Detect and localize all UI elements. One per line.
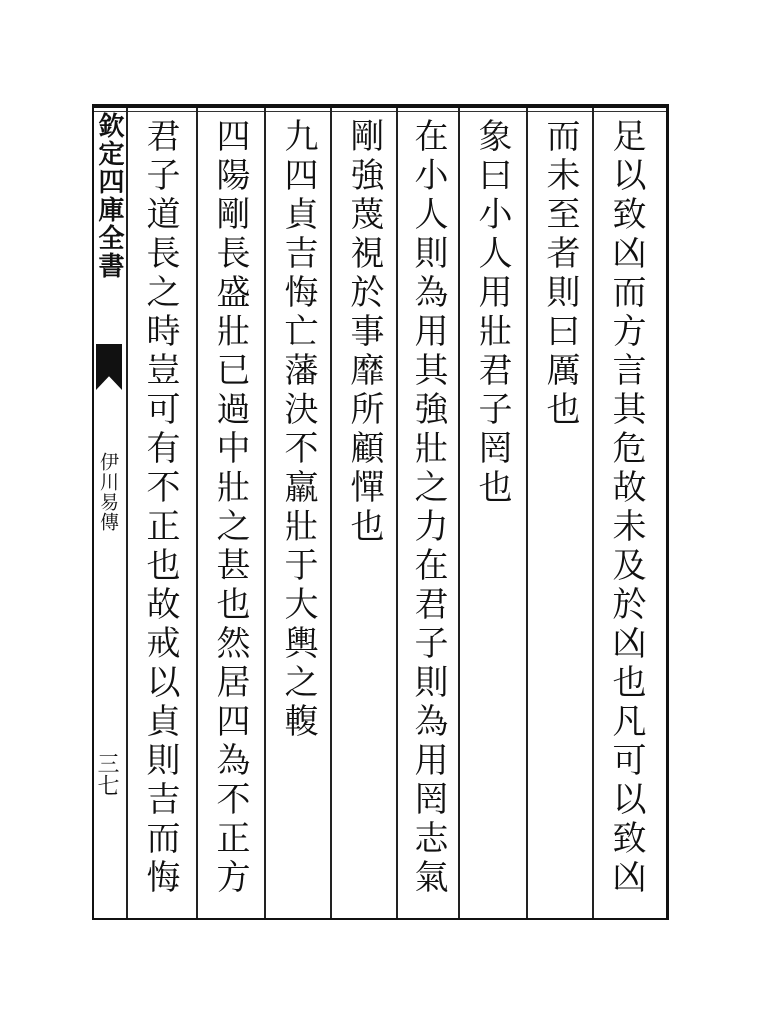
collection-title: 欽定四庫全書 <box>94 112 124 280</box>
page-number: 三七 <box>94 752 119 796</box>
text-column-7: 四陽剛長盛壯已過中壯之甚也然居四為不正方 <box>210 118 250 898</box>
frame-bottom-border <box>92 918 668 920</box>
text-column-3: 象曰小人用壯君子罔也 <box>472 118 512 508</box>
frame-top-inner-border <box>92 111 668 112</box>
column-rule <box>196 108 198 918</box>
text-column-1: 足以致凶而方言其危故未及於凶也凡可以致凶 <box>606 118 646 898</box>
text-column-2: 而未至者則曰厲也 <box>540 118 580 430</box>
book-title: 伊川易傳 <box>97 452 119 532</box>
column-rule <box>396 108 398 918</box>
frame-top-border <box>92 104 668 108</box>
column-rule <box>126 108 128 918</box>
text-column-8: 君子道長之時豈可有不正也故戒以貞則吉而悔 <box>140 118 180 898</box>
column-rule <box>458 108 460 918</box>
column-rule <box>526 108 528 918</box>
column-rule <box>592 108 594 918</box>
fishtail-mark-icon <box>96 344 122 390</box>
text-column-5: 剛強蔑視於事靡所顧憚也 <box>344 118 384 547</box>
frame-right-border <box>666 104 669 920</box>
column-rule <box>264 108 266 918</box>
column-rule <box>330 108 332 918</box>
text-column-6: 九四貞吉悔亡藩決不羸壯于大輿之輹 <box>278 118 318 742</box>
margin-column <box>94 112 124 918</box>
text-column-4: 在小人則為用其強壯之力在君子則為用罔志氣 <box>408 118 448 898</box>
